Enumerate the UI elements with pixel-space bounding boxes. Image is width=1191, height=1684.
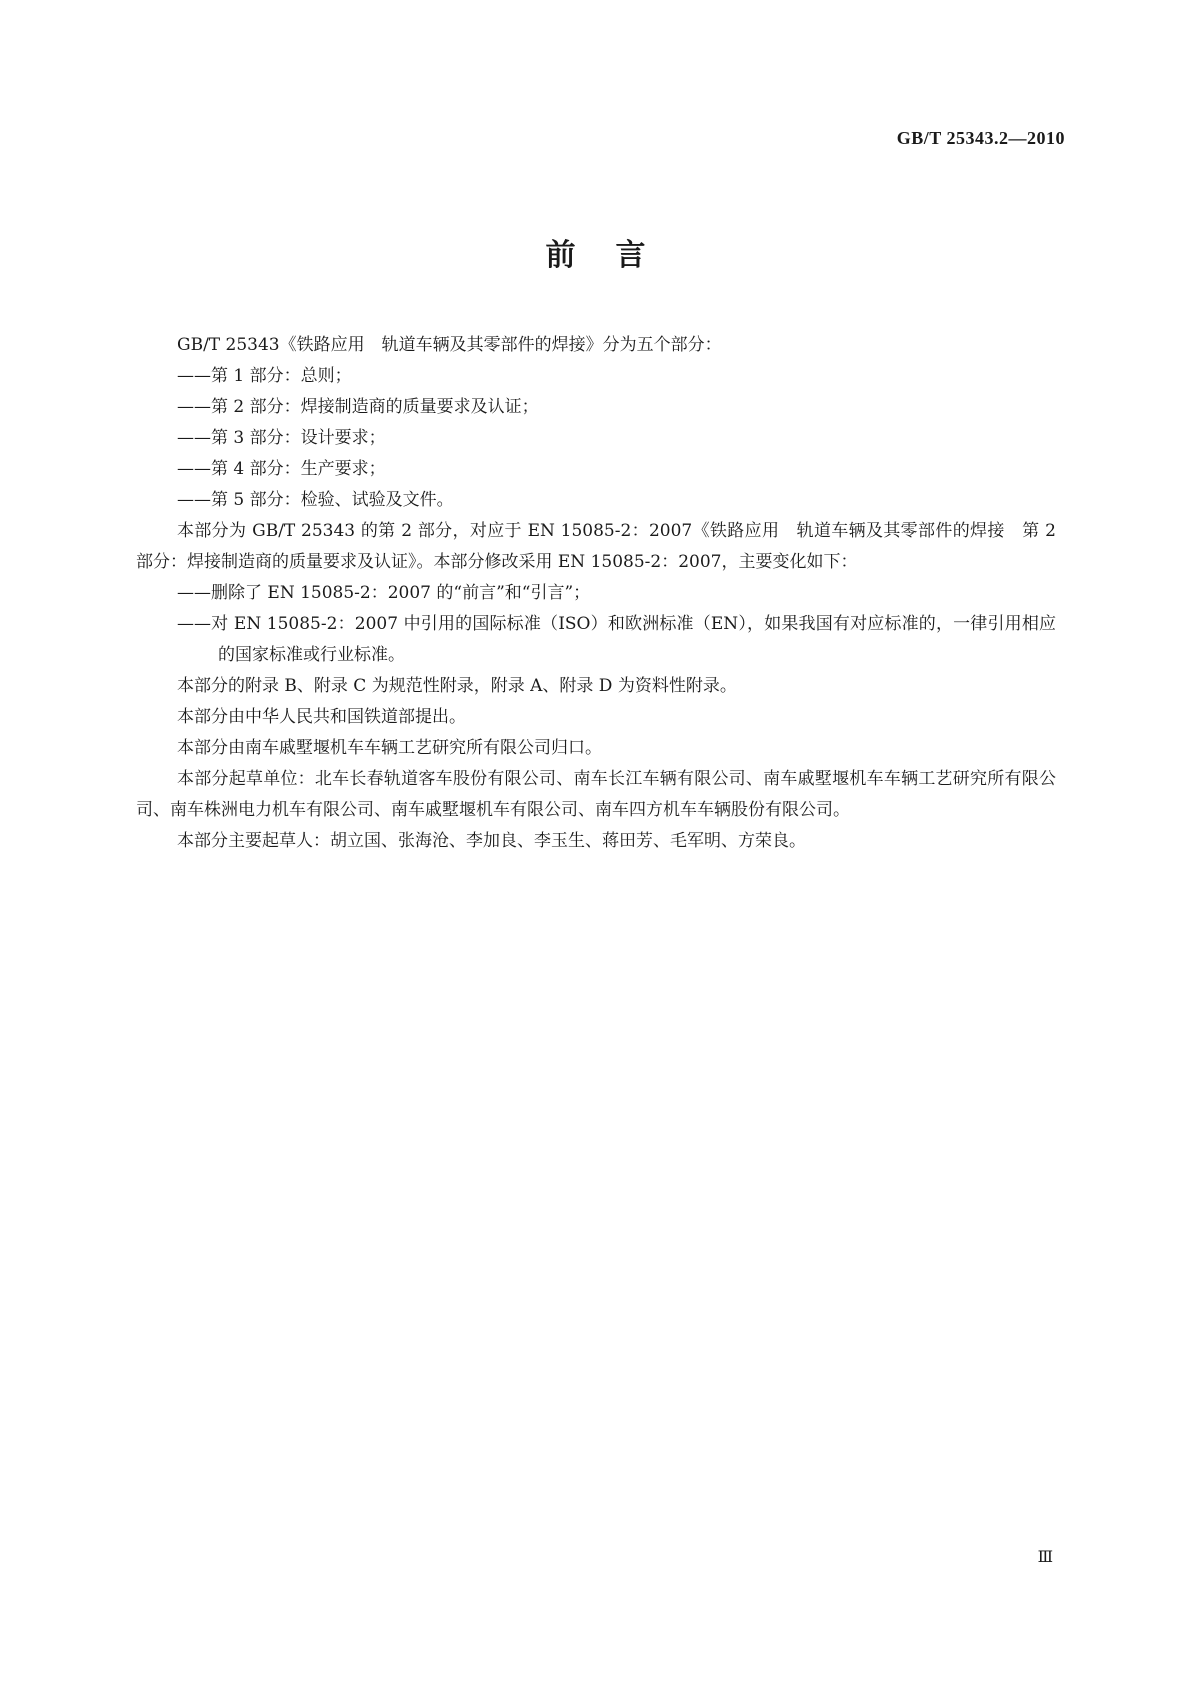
intro-paragraph: GB/T 25343《铁路应用 轨道车辆及其零部件的焊接》分为五个部分： bbox=[177, 335, 722, 355]
annexes-paragraph: 本部分的附录 B、附录 C 为规范性附录，附录 A、附录 D 为资料性附录。 bbox=[177, 676, 737, 696]
foreword-body bbox=[136, 330, 1056, 857]
part-list-item: ——第 4 部分：生产要求； bbox=[177, 459, 386, 479]
part-list-item: ——第 1 部分：总则； bbox=[177, 366, 352, 386]
change-list-item: ——删除了 EN 15085-2：2007 的“前言”和“引言”； bbox=[177, 583, 591, 603]
standard-code: GB/T 25343.2—2010 bbox=[896, 128, 1065, 148]
part-list-item: ——第 3 部分：设计要求； bbox=[177, 428, 386, 448]
page-title: 前言 bbox=[545, 238, 686, 273]
part-list-item: ——第 2 部分：焊接制造商的质量要求及认证； bbox=[177, 397, 539, 417]
page-number: Ⅲ bbox=[1037, 1549, 1053, 1566]
centralized-by-paragraph: 本部分由南车戚墅堰机车车辆工艺研究所有限公司归口。 bbox=[177, 738, 602, 758]
change-list-item: ——对 EN 15085-2：2007 中引用的国际标准（ISO）和欧洲标准（EN），如果我国有对应标准的，一律引用相应的国家标准或行业标准。 bbox=[177, 614, 1056, 665]
proposed-by-paragraph: 本部分由中华人民共和国铁道部提出。 bbox=[177, 707, 466, 727]
part-list-item: ——第 5 部分：检验、试验及文件。 bbox=[177, 490, 454, 510]
drafters-paragraph: 本部分主要起草人：胡立国、张海沧、李加良、李玉生、蒋田芳、毛军明、方荣良。 bbox=[177, 831, 806, 851]
drafting-units-paragraph: 本部分起草单位：北车长春轨道客车股份有限公司、南车长江车辆有限公司、南车戚墅堰机车车辆工艺研究所有限公司、南车株洲电力机车有限公司、南车戚墅堰机车有限公司、南车四方机车车辆股份有限公司。 bbox=[136, 769, 1056, 820]
correspondence-paragraph: 本部分为 GB/T 25343 的第 2 部分，对应于 EN 15085-2：2007《铁路应用 轨道车辆及其零部件的焊接 第 2 部分：焊接制造商的质量要求及认证》。本部分修改采用 EN 15085-2：2007，主要变化如下： bbox=[136, 521, 1056, 572]
